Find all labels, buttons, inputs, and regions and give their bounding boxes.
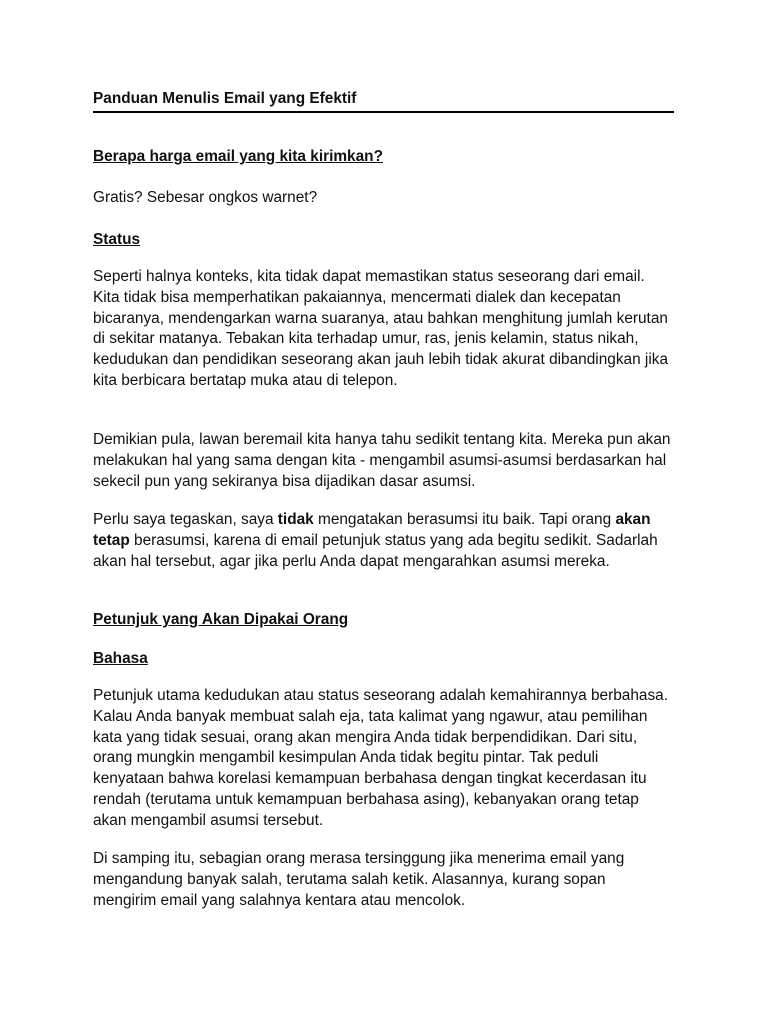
paragraph-status-2: Demikian pula, lawan beremail kita hanya tahu sedikit tentang kita. Mereka pun akan melakukan hal yang sama dengan kita - mengambil asumsi-asumsi berdasarkan hal sekecil pun yang sekiranya bisa dijadikan dasar asumsi. bbox=[93, 431, 671, 490]
emphasis-akan-tetap: akan tetap bbox=[93, 511, 651, 549]
paragraph-status-3-part-1: Perlu saya tegaskan, saya bbox=[93, 511, 278, 528]
paragraph-language-1: Petunjuk utama kedudukan atau status seseorang adalah kemahirannya berbahasa. Kalau Anda banyak membuat salah eja, tata kalimat yang ngawur, atau pemilihan kata yang tidak sesuai, orang akan mengira Anda tidak berpendidikan. Dari situ, orang mungkin mengambil kesimpulan Anda tidak begitu pintar. Tak peduli kenyataan bahwa korelasi kemampuan berbahasa dengan tingkat kecerdasan itu rendah (terutama untuk kemampuan berbahasa asing), kebanyakan orang tetap akan mengambil asumsi tersebut. bbox=[93, 687, 668, 829]
emphasis-tidak: tidak bbox=[277, 511, 314, 528]
paragraph-price: Gratis? Sebesar ongkos warnet? bbox=[93, 189, 318, 206]
section-heading-price: Berapa harga email yang kita kirimkan? bbox=[93, 148, 383, 165]
paragraph-language-2: Di samping itu, sebagian orang merasa tersinggung jika menerima email yang mengandung banyak salah, terutama salah ketik. Alasannya, kurang sopan mengirim email yang salahnya kentara atau mencolok. bbox=[93, 850, 625, 909]
paragraph-status-3 bbox=[93, 510, 673, 572]
section-heading-clues: Petunjuk yang Akan Dipakai Orang bbox=[93, 611, 349, 628]
paragraph-status-1: Seperti halnya konteks, kita tidak dapat memastikan status seseorang dari email. Kita tidak bisa memperhatikan pakaiannya, mencermati dialek dan kecepatan bicaranya, mendengarkan warna suaranya, atau bahkan menghitung jumlah kerutan di sekitar matanya. Tebakan kita terhadap umur, ras, jenis kelamin, status nikah, kedudukan dan pendidikan seseorang akan jauh lebih tidak akurat dibandingkan jika kita berbicara bertatap muka atau di telepon. bbox=[93, 268, 669, 389]
paragraph-status-3-part-2: mengatakan berasumsi itu baik. Tapi orang bbox=[313, 511, 616, 528]
section-heading-status: Status bbox=[93, 231, 141, 248]
section-heading-language: Bahasa bbox=[93, 650, 148, 667]
paragraph-status-3-part-3: berasumsi, karena di email petunjuk status yang ada begitu sedikit. Sadarlah akan hal tersebut, agar jika perlu Anda dapat mengarahkan asumsi mereka. bbox=[93, 531, 658, 570]
document-title: Panduan Menulis Email yang Efektif bbox=[93, 89, 674, 113]
